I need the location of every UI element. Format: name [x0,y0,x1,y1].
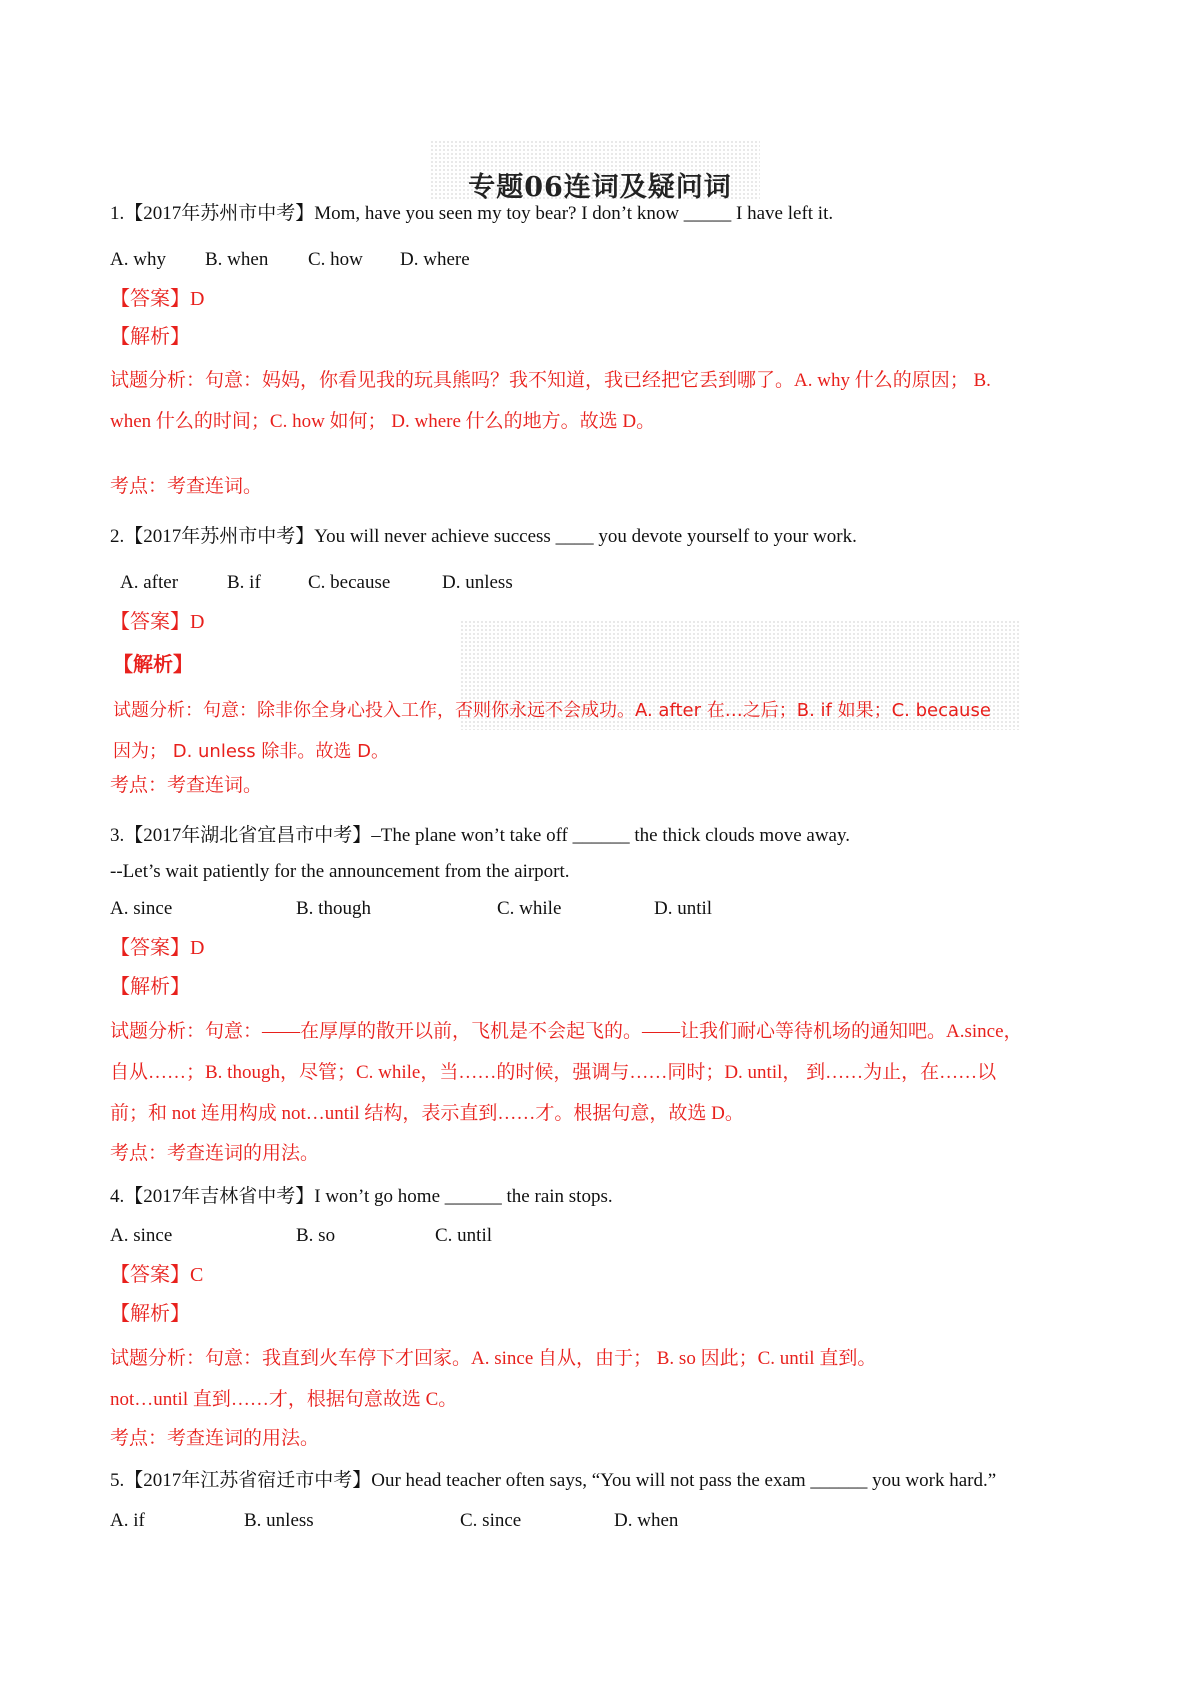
knowledge-point: 考点：考查连词的用法。 [110,1428,320,1449]
option: C. since [460,1510,522,1531]
question-stem: 3.【2017年湖北省宜昌市中考】–The plane won’t take off ______ the thick clouds move away. [110,825,850,846]
question-stem: 1.【2017年苏州市中考】Mom, have you seen my toy bear? I don’t know _____ I have left it. [110,203,834,224]
analysis-line: 因为； D. unless 除非。故选 D。 [113,741,389,762]
option: D. unless [442,572,513,593]
option: B. when [205,249,269,270]
answer-label: 【答案】C [110,1264,204,1286]
knowledge-point: 考点：考查连词。 [110,775,263,796]
question-stem-dialogue: --Let’s wait patiently for the announcement from the airport. [110,861,570,882]
answer-label: 【答案】D [110,611,205,633]
analysis-text [113,690,1103,772]
question-stem: 2.【2017年苏州市中考】You will never achieve success ____ you devote yourself to your work. [110,526,857,547]
option: A. since [110,898,173,919]
option: A. after [120,572,179,593]
option: B. though [296,898,371,919]
question-stem: 4.【2017年吉林省中考】I won’t go home ______ the rain stops. [110,1186,613,1207]
analysis-line: 试题分析：句意：——在厚厚的散开以前，飞机是不会起飞的。——让我们耐心等待机场的通知吧。A.since， [110,1021,1023,1042]
option: B. unless [244,1510,314,1531]
option: D. where [400,249,470,270]
option: B. if [227,572,261,593]
analysis-label: 【解析】 [110,1303,190,1325]
analysis-line: 前；和 not 连用构成 not…until 结构，表示直到……才。根据句意，故选 D。 [110,1103,744,1124]
option: C. while [497,898,562,919]
answer-label: 【答案】D [110,288,205,310]
page-title: 专题06连词及疑问词 [468,172,732,203]
question-stem: 5.【2017年江苏省宿迁市中考】Our head teacher often says, “You will not pass the exam ______ you work hard.” [110,1470,997,1491]
option: A. since [110,1225,173,1246]
analysis-line: not…until 直到……才，根据句意故选 C。 [110,1389,458,1410]
knowledge-point: 考点：考查连词的用法。 [110,1143,320,1164]
option: C. because [308,572,391,593]
analysis-label: 【解析】 [110,976,190,998]
analysis-line: when 什么的时间；C. how 如何； D. where 什么的地方。故选 D。 [110,411,656,432]
option: C. how [308,249,363,270]
analysis-text [110,1338,1100,1420]
option: B. so [296,1225,336,1246]
analysis-line: 试题分析：句意：我直到火车停下才回家。A. since 自从，由于； B. so 因此；C. until 直到。 [110,1348,877,1369]
analysis-label: 【解析】 [110,326,190,348]
answer-label: 【答案】D [110,937,205,959]
option: D. until [654,898,713,919]
analysis-line: 试题分析：句意：除非你全身心投入工作，否则你永远不会成功。A. after 在…之后；B. if 如果；C. because [113,700,991,721]
knowledge-point: 考点：考查连词。 [110,476,263,497]
option: A. if [110,1510,145,1531]
analysis-text [110,1011,1100,1134]
analysis-line: 试题分析：句意：妈妈，你看见我的玩具熊吗？我不知道，我已经把它丢到哪了。A. why 什么的原因； B. [110,370,991,391]
option: A. why [110,249,166,270]
option: D. when [614,1510,679,1531]
analysis-line: 自从……；B. though，尽管；C. while，当……的时候，强调与……同时；D. until， 到……为止，在……以 [110,1062,997,1083]
analysis-label: 【解析】 [113,652,193,676]
option: C. until [435,1225,493,1246]
analysis-text [110,360,1100,442]
